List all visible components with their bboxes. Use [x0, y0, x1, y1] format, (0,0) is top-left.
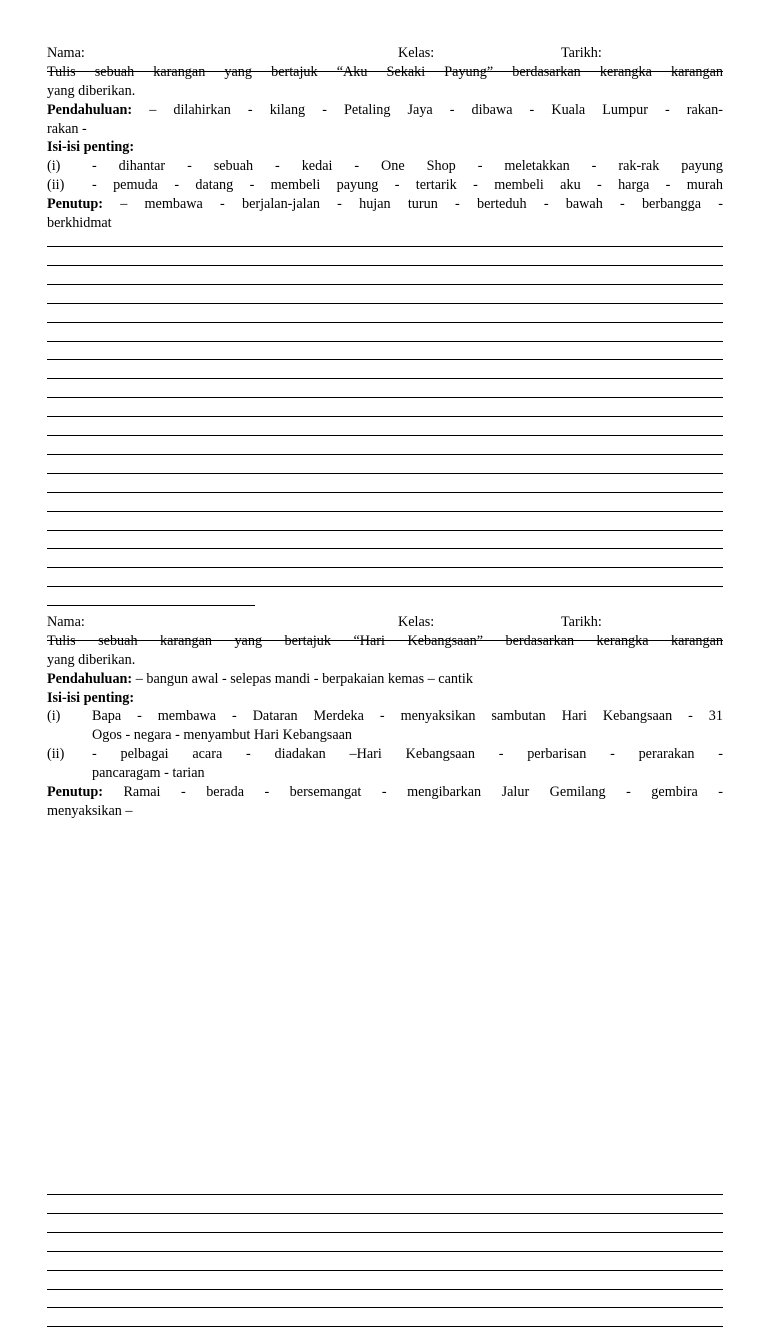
nama-label: Nama: [47, 45, 85, 61]
isi-text: - pemuda - datang - membeli payung - tertarik - membeli aku - harga - murah [92, 177, 723, 194]
pendahuluan-text-1: – dilahirkan - kilang - Petaling Jaya - dibawa - Kuala Lumpur - rakan- [149, 101, 723, 118]
penutup [47, 195, 723, 214]
worksheet-1 [47, 44, 723, 233]
writing-line [47, 1251, 723, 1252]
kelas-label: Kelas: [398, 45, 435, 61]
isi-number: (ii) [47, 746, 65, 763]
nama-label: Nama: [47, 614, 85, 630]
writing-lines-1[interactable] [47, 246, 723, 606]
writing-line [47, 1194, 723, 1195]
penutup-text-2: menyaksikan – [47, 802, 133, 819]
tarikh-label: Tarikh: [561, 45, 602, 61]
writing-line [47, 1289, 723, 1290]
isi-text: - pelbagai acara - diadakan –Hari Kebangsaan - perbarisan - perarakan - [92, 746, 723, 763]
writing-line [47, 1307, 723, 1308]
pendahuluan-text-2: rakan - [47, 120, 87, 137]
pendahuluan-text: – bangun awal - selepas mandi - berpakaian kemas – cantik [135, 670, 473, 687]
isi-number: (ii) [47, 177, 65, 194]
isi-number: (i) [47, 158, 61, 175]
writing-line [47, 322, 723, 323]
kelas-label: Kelas: [398, 614, 435, 630]
instruction-line-2: yang diberikan. [47, 82, 136, 99]
writing-line [47, 511, 723, 512]
writing-line [47, 1213, 723, 1214]
writing-line [47, 341, 723, 342]
worksheet-2 [47, 613, 723, 821]
writing-line [47, 492, 723, 493]
penutup-label: Penutup: [47, 196, 103, 213]
isi-text: Bapa - membawa - Dataran Merdeka - menyaksikan sambutan Hari Kebangsaan - 31 [92, 708, 723, 725]
instruction [47, 632, 723, 651]
isi-text-continued: pancaragam - tarian [92, 765, 205, 782]
writing-line [47, 473, 723, 474]
isi-item-2 [47, 176, 723, 195]
instruction-line-2: yang diberikan. [47, 651, 136, 668]
instruction-line-1: Tulis sebuah karangan yang bertajuk “Aku Sekaki Payung” berdasarkan kerangka karangan [47, 63, 723, 80]
instruction [47, 63, 723, 82]
penutup-text-2: berkhidmat [47, 215, 112, 232]
penutup [47, 783, 723, 802]
penutup-label: Penutup: [47, 784, 103, 801]
isi-item-1 [47, 707, 723, 726]
writing-line [47, 284, 723, 285]
instruction-line-1: Tulis sebuah karangan yang bertajuk “Hari Kebangsaan” berdasarkan kerangka karangan [47, 632, 723, 649]
pendahuluan [47, 670, 723, 689]
isi-item-1 [47, 157, 723, 176]
penutup-text-1: – membawa - berjalan-jalan - hujan turun - berteduh - bawah - berbangga - [120, 196, 723, 213]
writing-line [47, 397, 723, 398]
isi-text-continued: Ogos - negara - menyambut Hari Kebangsaan [92, 727, 353, 744]
pendahuluan-label: Pendahuluan: [47, 670, 133, 687]
isi-item-2 [47, 745, 723, 764]
writing-line-short [47, 605, 255, 606]
penutup-text-1: Ramai - berada - bersemangat - mengibarkan Jalur Gemilang - gembira - [123, 784, 723, 801]
writing-line [47, 378, 723, 379]
writing-line [47, 1232, 723, 1233]
header-row [47, 613, 723, 632]
isi-label: Isi-isi penting: [47, 139, 135, 156]
writing-line [47, 265, 723, 266]
isi-label: Isi-isi penting: [47, 689, 135, 706]
writing-line [47, 359, 723, 360]
writing-lines-2[interactable] [47, 1194, 723, 1334]
pendahuluan [47, 101, 723, 120]
writing-line [47, 530, 723, 531]
header-row [47, 44, 723, 63]
writing-line [47, 1326, 723, 1327]
pendahuluan-label: Pendahuluan: [47, 101, 133, 118]
writing-line [47, 435, 723, 436]
tarikh-label: Tarikh: [561, 614, 602, 630]
writing-line [47, 548, 723, 549]
isi-number: (i) [47, 708, 61, 725]
writing-line [47, 454, 723, 455]
writing-line [47, 567, 723, 568]
writing-line [47, 246, 723, 247]
isi-text: - dihantar - sebuah - kedai - One Shop - meletakkan - rak-rak payung [92, 158, 723, 175]
writing-line [47, 303, 723, 304]
writing-line [47, 586, 723, 587]
writing-line [47, 1270, 723, 1271]
writing-line [47, 416, 723, 417]
